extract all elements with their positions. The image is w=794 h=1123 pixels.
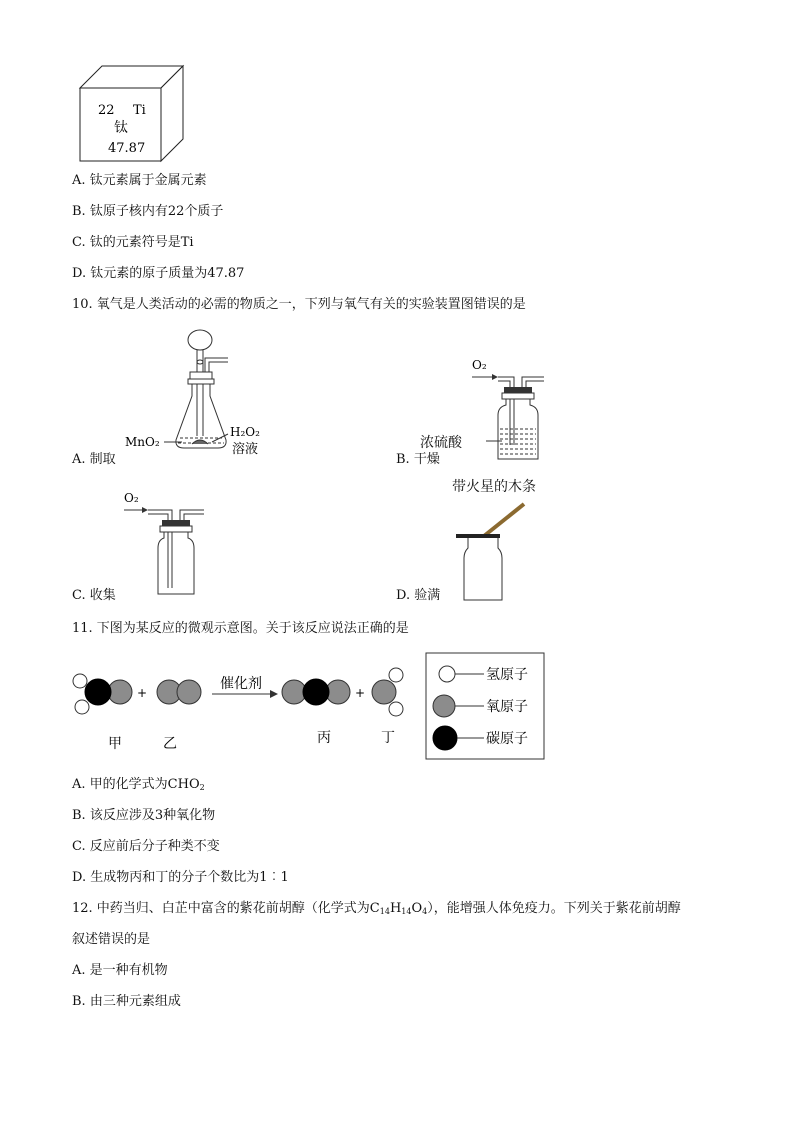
label-jia: 甲 bbox=[108, 736, 122, 752]
o2-label: O₂ bbox=[472, 358, 487, 372]
option-label: A. bbox=[72, 452, 86, 467]
option-text: 钛的元素符号是Ti bbox=[89, 235, 194, 250]
element-symbol: Ti bbox=[133, 103, 146, 118]
h2o2-label: H₂O₂ bbox=[230, 425, 260, 439]
option-label: D. bbox=[396, 588, 411, 603]
q10-option-b[interactable] bbox=[396, 451, 440, 469]
option-text: 由三种元素组成 bbox=[89, 994, 181, 1009]
option-text: 钛原子核内有22个质子 bbox=[89, 204, 224, 219]
q12-option-b[interactable] bbox=[72, 993, 181, 1011]
q11-stem: 11. 下图为某反应的微观示意图。关于该反应说法正确的是 bbox=[72, 621, 409, 636]
option-text: 验满 bbox=[414, 588, 441, 603]
option-label: B. bbox=[72, 994, 86, 1009]
atom-legend bbox=[426, 653, 544, 759]
label-bing: 丙 bbox=[317, 730, 331, 746]
option-label: A. bbox=[72, 173, 86, 188]
atomic-mass: 47.87 bbox=[108, 141, 146, 156]
label-ding: 丁 bbox=[381, 730, 395, 746]
option-label: A. bbox=[72, 963, 86, 978]
subscript: 4 bbox=[422, 907, 428, 916]
q12-option-a[interactable] bbox=[72, 962, 168, 980]
titanium-element-cell bbox=[80, 66, 184, 162]
option-text: 甲的化学式为CHO bbox=[89, 777, 200, 792]
option-label: A. bbox=[72, 777, 86, 792]
subscript: 14 bbox=[401, 907, 412, 916]
plus-sign: + bbox=[137, 686, 148, 700]
molecule-ding bbox=[372, 668, 403, 716]
subscript: 2 bbox=[199, 783, 205, 792]
q9-option-a[interactable] bbox=[72, 172, 207, 190]
option-text: 钛元素属于金属元素 bbox=[89, 173, 207, 188]
stem-text: H bbox=[389, 901, 402, 916]
stem-text: ），能增强人体免疫力。下列关于紫花前胡醇 bbox=[427, 901, 681, 916]
option-label: D. bbox=[72, 266, 87, 281]
q12-stem bbox=[72, 900, 681, 921]
legend-carbon: 碳原子 bbox=[486, 731, 528, 747]
stem-text: O bbox=[411, 901, 423, 916]
option-text: 制取 bbox=[89, 452, 116, 467]
glowing-splint-caption: 带火星的木条 bbox=[452, 479, 536, 495]
option-text: 干燥 bbox=[413, 452, 440, 467]
atomic-number: 22 bbox=[98, 103, 115, 118]
q11-option-a[interactable] bbox=[72, 776, 205, 797]
q9-option-b[interactable] bbox=[72, 203, 223, 221]
legend-oxygen: 氧原子 bbox=[486, 699, 528, 715]
option-label: D. bbox=[72, 870, 87, 885]
label-yi: 乙 bbox=[163, 736, 177, 752]
element-name: 钛 bbox=[114, 120, 128, 136]
fig-c-collecting-bottle bbox=[118, 488, 218, 598]
conc-sulfuric-label: 浓硫酸 bbox=[420, 435, 462, 451]
molecule-jia bbox=[73, 674, 132, 714]
option-label: B. bbox=[72, 204, 86, 219]
q10-option-a[interactable] bbox=[72, 451, 116, 469]
fig-a-oxygen-generation bbox=[120, 326, 280, 466]
option-text: 该反应涉及3种氧化物 bbox=[89, 808, 216, 823]
molecule-yi bbox=[157, 680, 201, 704]
q11-reaction-diagram bbox=[70, 650, 550, 765]
legend-hydrogen: 氢原子 bbox=[486, 667, 528, 683]
q9-option-d[interactable] bbox=[72, 265, 244, 283]
option-label: B. bbox=[396, 452, 410, 467]
option-text: 是一种有机物 bbox=[89, 963, 168, 978]
option-text: 反应前后分子种类不变 bbox=[89, 839, 220, 854]
o2-label: O₂ bbox=[124, 491, 139, 505]
q10-option-c[interactable] bbox=[72, 587, 116, 605]
q11-option-d[interactable] bbox=[72, 869, 289, 887]
q11-option-b[interactable] bbox=[72, 807, 215, 825]
stem-text: 12. 中药当归、白芷中富含的紫花前胡醇（化学式为C bbox=[72, 901, 380, 916]
subscript: 14 bbox=[379, 907, 390, 916]
q11-option-c[interactable] bbox=[72, 838, 220, 856]
q10-option-d[interactable] bbox=[396, 587, 440, 605]
option-text: 收集 bbox=[89, 588, 116, 603]
q10-stem: 10. 氧气是人类活动的必需的物质之一，下列与氧气有关的实验装置图错误的是 bbox=[72, 297, 526, 312]
option-label: C. bbox=[72, 235, 86, 250]
catalyst-label: 催化剂 bbox=[220, 676, 262, 692]
plus-sign: + bbox=[355, 686, 366, 700]
mno2-label: MnO₂ bbox=[125, 435, 160, 449]
q12-stem-line2: 叙述错误的是 bbox=[72, 932, 151, 947]
molecule-bing bbox=[282, 679, 350, 705]
solution-label: 溶液 bbox=[232, 442, 259, 457]
option-label: C. bbox=[72, 588, 86, 603]
q9-option-c[interactable] bbox=[72, 234, 194, 252]
option-text: 钛元素的原子质量为47.87 bbox=[90, 266, 245, 281]
option-label: C. bbox=[72, 839, 86, 854]
option-label: B. bbox=[72, 808, 86, 823]
fig-d-verify-full bbox=[452, 500, 542, 602]
option-text: 生成物丙和丁的分子个数比为1︰1 bbox=[90, 870, 289, 885]
